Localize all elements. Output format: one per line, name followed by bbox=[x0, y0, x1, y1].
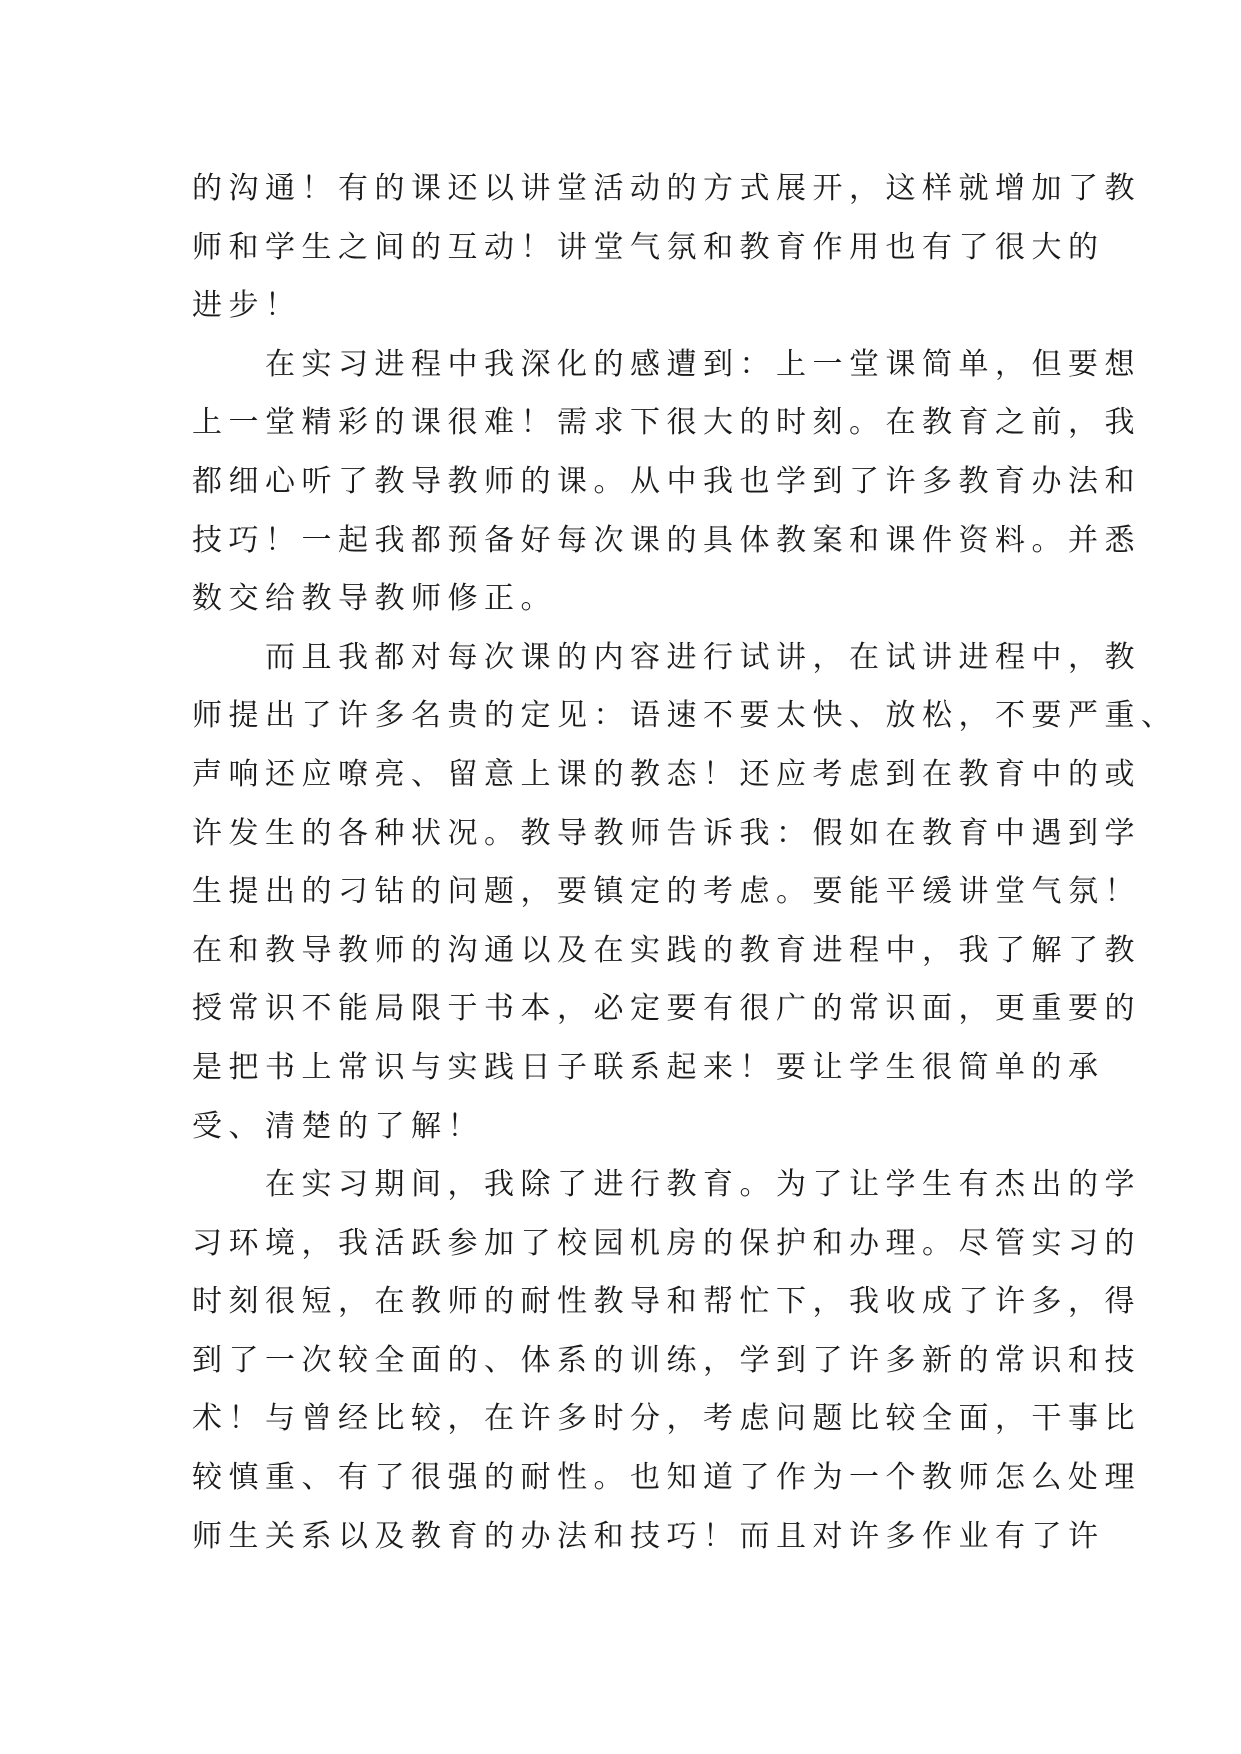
text-line: 而且我都对每次课的内容进行试讲，在试讲进程中，教 bbox=[192, 639, 1141, 675]
text-line: 技巧！一起我都预备好每次课的具体教案和课件资料。并悉 bbox=[192, 522, 1141, 558]
text-line: 生提出的刁钻的问题，要镇定的考虑。要能平缓讲堂气氛！ bbox=[192, 874, 1141, 910]
text-line: 数交给教导教师修正。 bbox=[192, 581, 557, 617]
text-line: 到了一次较全面的、体系的训练，学到了许多新的常识和技 bbox=[192, 1342, 1141, 1378]
text-line: 在实习期间，我除了进行教育。为了让学生有杰出的学 bbox=[192, 1167, 1141, 1203]
body-text bbox=[192, 160, 1178, 1566]
text-line: 声响还应嘹亮、留意上课的教态！还应考虑到在教育中的或 bbox=[192, 756, 1141, 792]
text-line: 受、清楚的了解！ bbox=[192, 1108, 484, 1144]
text-line: 都细心听了教导教师的课。从中我也学到了许多教育办法和 bbox=[192, 463, 1141, 499]
text-line: 授常识不能局限于书本，必定要有很广的常识面，更重要的 bbox=[192, 991, 1141, 1027]
text-line: 进步！ bbox=[192, 288, 302, 324]
text-line: 时刻很短，在教师的耐性教导和帮忙下，我收成了许多，得 bbox=[192, 1284, 1141, 1320]
text-line: 师生关系以及教育的办法和技巧！而且对许多作业有了许 bbox=[192, 1518, 1105, 1554]
text-line: 许发生的各种状况。教导教师告诉我：假如在教育中遇到学 bbox=[192, 815, 1141, 851]
text-line: 的沟通！有的课还以讲堂活动的方式展开，这样就增加了教 bbox=[192, 171, 1141, 206]
text-line: 师和学生之间的互动！讲堂气氛和教育作用也有了很大的 bbox=[192, 229, 1105, 265]
text-line: 较慎重、有了很强的耐性。也知道了作为一个教师怎么处理 bbox=[192, 1460, 1141, 1496]
text-line: 在和教导教师的沟通以及在实践的教育进程中，我了解了教 bbox=[192, 932, 1141, 968]
text-line: 是把书上常识与实践日子联系起来！要让学生很简单的承 bbox=[192, 1049, 1105, 1085]
text-line: 习环境，我活跃参加了校园机房的保护和办理。尽管实习的 bbox=[192, 1225, 1141, 1261]
text-line: 在实习进程中我深化的感遭到：上一堂课简单，但要想 bbox=[192, 346, 1141, 382]
text-line: 术！与曾经比较，在许多时分，考虑问题比较全面，干事比 bbox=[192, 1401, 1141, 1437]
text-line: 师提出了许多名贵的定见：语速不要太快、放松，不要严重、 bbox=[192, 698, 1178, 734]
text-line: 上一堂精彩的课很难！需求下很大的时刻。在教育之前，我 bbox=[192, 405, 1141, 441]
